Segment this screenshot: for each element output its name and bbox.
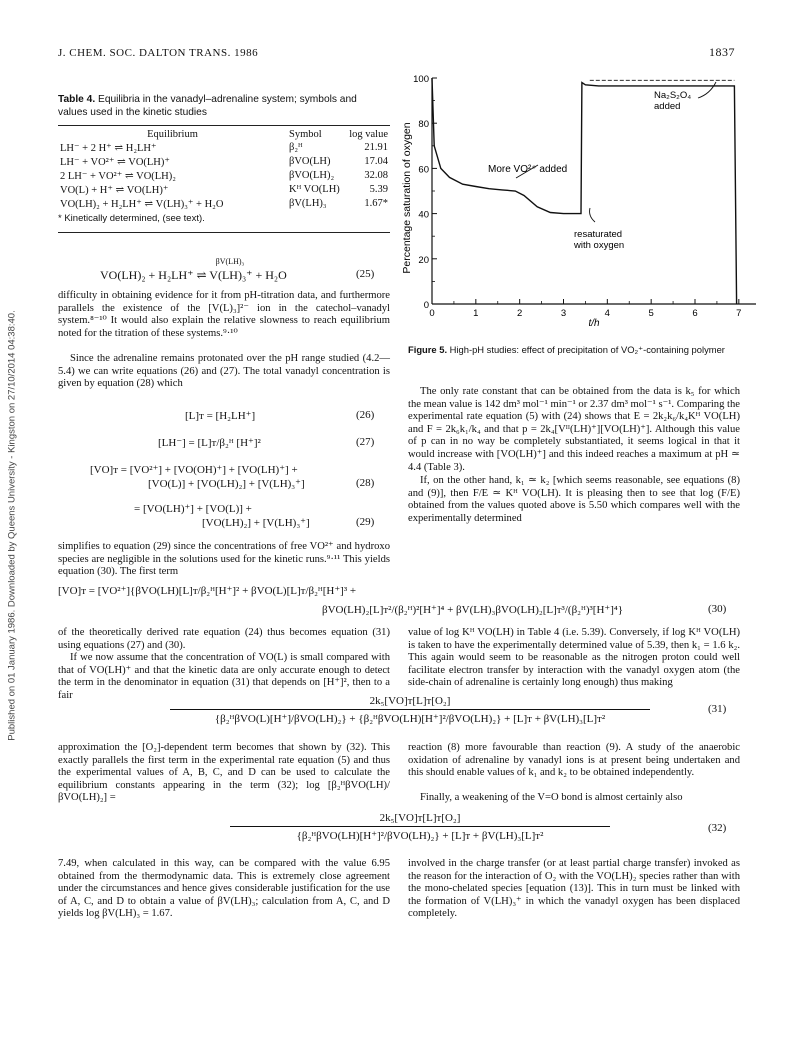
chart-axes xyxy=(432,78,756,304)
numerator: 2k₅[VO]ᴛ[L]ᴛ[O₂] xyxy=(379,812,461,824)
eq-number: (25) xyxy=(356,268,375,280)
eq-number: (26) xyxy=(356,409,375,421)
x-tick-label: 1 xyxy=(473,308,479,319)
table-row: 2 LH⁻ + VO²⁺ ⇌ VO(LH)₂ βVO(LH)₂ 32.08 xyxy=(60,170,388,182)
table-row: LH⁻ + VO²⁺ ⇌ VO(LH)⁺ βVO(LH) 17.04 xyxy=(60,156,388,168)
annotation-arrow xyxy=(590,208,595,222)
table4-caption: Table 4. Equilibria in the vanadyl–adrenaline system; symbols and values used in the kinetic studies xyxy=(58,94,357,118)
x-tick-label: 6 xyxy=(692,308,698,319)
y-tick-label: 20 xyxy=(418,254,429,266)
eq-number: (29) xyxy=(356,516,375,528)
table-row: VO(LH)₂ + H₂LH⁺ ⇌ V(LH)₃⁺ + H₂O βV(LH)₃ 1.67* xyxy=(60,198,388,210)
numerator: 2k₅[VO]ᴛ[L]ᴛ[O₂] xyxy=(369,695,451,707)
table-rule-top xyxy=(58,125,390,126)
x-tick-label: 7 xyxy=(736,308,742,319)
equation-29-line1: = [VO(LH)⁺] + [VO(L)] + xyxy=(134,503,252,515)
figure5-caption: Figure 5. High-pH studies: effect of precipitation of VO₂⁺-containing polymer xyxy=(408,344,725,355)
paragraph: 7.49, when calculated in this way, can be compared with the value 6.95 obtained from the thermodynamic data. This is extremely close agreement under the circumstances and hence gives considerable justification for the use of A, C, and D to obtain a value of βV(LH)₃; calculation from A, C, and D yields log βV(LH)₃ = 1.67. xyxy=(58,858,390,920)
paragraph: difficulty in obtaining evidence for it from pH-titration data, and furthermore parallels the existence of the [V(L)₃]²⁻ ion in the catechol–vanadyl system.⁸⁻¹⁰ It would also explain the relative slowness to reach equilibrium noted for the titration of these systems.⁹·¹⁰ xyxy=(58,290,390,339)
table-row: VO(L) + H⁺ ⇌ VO(LH)⁺ Kᴴ VO(LH) 5.39 xyxy=(60,184,388,196)
y-axis-label: Percentage saturation of oxygen xyxy=(401,122,413,274)
paragraph: simplifies to equation (29) since the concentrations of free VO²⁺ and hydroxo species are negligible in the solutions used for the kinetic runs.⁹·¹¹ This yields equation (30). The first term xyxy=(58,541,390,578)
col-header: log value xyxy=(349,129,388,140)
eq25-arrow-label: βV(LH)₃ xyxy=(215,257,245,266)
paragraph: The only rate constant that can be obtained from the data is k₅ for which the mean value is 142 dm³ mol⁻¹ min⁻¹ or 2.37 dm³ mol⁻¹ s⁻¹. Comparing the experimental rate equation (5) with (24) shows that E = 2k₂k₆/k₄Kᴴ VO(LH) and F = 2k₆k₁/k₄ and that p = 2k₄[Vᴵᴵ(LH)⁺][VO(LH)⁺]. Although this value of p can in no way be completely substantiated, it seems logical in that it would increase with [VO(LH)⁺] and this indeed reaches a maximum at pH ≃ 4.4 (Table 3). xyxy=(408,386,740,473)
series-line-oxygen xyxy=(432,78,737,304)
x-tick-label: 0 xyxy=(429,308,435,319)
equation-30-line1: [VO]ᴛ = [VO²⁺]{βVO(LH)[L]ᴛ/β₂ᴴ[H⁺]² + βVO(L)[L]ᴛ/β₂ᴴ[H⁺]³ + xyxy=(58,585,357,597)
x-tick-label: 3 xyxy=(560,308,567,319)
y-tick-label: 40 xyxy=(418,209,429,221)
paragraph: value of log Kᴴ VO(LH) in Table 4 (i.e. 5.39). Conversely, if log Kᴴ VO(LH) is taken to have the experimentally determined value of 5.39, then k₁ = 1.6 k₂. This again would seem to be reasonable as the nitrogen proton could well facilitate electron transfer by interaction with the vanadyl oxygen atom (the side-chain of adrenaline is certainly long enough) thus making xyxy=(408,627,740,689)
y-tick-label: 80 xyxy=(418,119,429,131)
annotation-resaturated-text: resaturated xyxy=(574,229,623,240)
paragraph: Since the adrenaline remains protonated over the pH range studied (4.2—5.4) we can write equations (26) and (27). The total vanadyl concentration is given by equation (28) which xyxy=(58,353,390,390)
annotation-na2s2o4 xyxy=(654,90,691,112)
equation-28-line2: [VO(L)] + [VO(LH)₂] + [V(LH)₃⁺] xyxy=(148,478,305,490)
paragraph: reaction (8) more favourable than reaction (9). A study of the anaerobic oxidation of adrenaline by vanadyl ions is at present being undertaken and this should enable values of k₁ and k₂ to be obtained independently. xyxy=(408,742,740,779)
eq-number: (32) xyxy=(708,822,727,834)
table4 xyxy=(58,128,390,211)
col-header: Equilibrium xyxy=(147,129,198,140)
y-tick-label: 0 xyxy=(423,300,429,311)
download-notice: Published on 01 January 1986. Downloaded by Queens University - Kingston on 27/10/2014 04:38:40. xyxy=(6,310,18,741)
annotation-resaturated-text-line2: with oxygen xyxy=(574,240,625,251)
x-tick-label: 5 xyxy=(648,308,654,319)
annotation-resaturated xyxy=(573,229,625,251)
eq-number: (30) xyxy=(708,603,727,615)
x-tick-label: 2 xyxy=(517,308,523,319)
equation-27: [LH⁻] = [L]ᴛ/β₂ᴴ [H⁺]² xyxy=(158,437,261,449)
fraction-bar xyxy=(230,826,610,827)
fraction-bar xyxy=(170,709,650,710)
paragraph: of the theoretically derived rate equation (24) thus becomes equation (31) using equations (27) and (30). xyxy=(58,627,390,651)
table-row: LH⁻ + 2 H⁺ ⇌ H₂LH⁺ β₂ᴴ 21.91 xyxy=(60,142,388,154)
paragraph: Finally, a weakening of the V=O bond is almost certainly also xyxy=(420,792,683,803)
paragraph: involved in the charge transfer (or at least partial charge transfer) invoked as the reason for the interaction of O₂ with the VO(LH)₂ species rather than with the mono-chelated species [equation (13)]. This in turn must be linked with the formation of V(LH)₃⁺ in which the vanadyl oxygen has been displaced completely. xyxy=(408,858,740,920)
x-axis-label: t/h xyxy=(588,318,600,329)
equation-26: [L]ᴛ = [H₂LH⁺] xyxy=(185,410,256,422)
eq-number: (27) xyxy=(356,436,375,448)
x-tick-label: 4 xyxy=(604,308,610,319)
annotation-na2s2o4-line2: added xyxy=(654,101,681,112)
col-header: Symbol xyxy=(289,129,322,140)
eq-number: (31) xyxy=(708,703,727,715)
paragraph: approximation the [O₂]-dependent term becomes that shown by (32). This exactly parallels the first term in the experimental rate equation (5) and thus the experimental values of A, B, C, and D can be used to calculate the equilibrium constants appearing in the term (32); log [β₂ᴴβVO(LH)/βVO(LH)₂] = xyxy=(58,742,390,804)
paragraph: If we now assume that the concentration of VO(L) is small compared with that of VO(LH)⁺ and that the kinetic data are only accurate enough to detect the term in the denominator in equation (31) that depends on [H⁺]², then to a fair xyxy=(58,652,390,701)
table-rule-bottom xyxy=(58,232,390,233)
denominator: {β₂ᴴβVO(L)[H⁺]/βVO(LH)₂} + {β₂ᴴβVO(LH)[H⁺]²/βVO(LH)₂} + [L]ᴛ + βV(LH)₃[L]ᴛ² xyxy=(214,713,606,725)
journal-header: J. CHEM. SOC. DALTON TRANS. 1986 xyxy=(58,47,259,59)
equation-28-line1: [VO]ᴛ = [VO²⁺] + [VO(OH)⁺] + [VO(LH)⁺] + xyxy=(90,464,298,476)
equation-25: VO(LH)₂ + H₂LH⁺ ⇌ V(LH)₃⁺ + H₂O xyxy=(100,268,287,282)
figure5-chart xyxy=(398,68,760,338)
equation-30-line2: βVO(LH)₂[L]ᴛ²/(β₂ᴴ)²[H⁺]⁴ + βV(LH)₃βVO(LH)₂[L]ᴛ³/(β₂ᴴ)³[H⁺]⁴} xyxy=(322,604,624,616)
y-tick-label: 60 xyxy=(418,164,429,176)
eq-number: (28) xyxy=(356,477,375,489)
denominator: {β₂ᴴβVO(LH)[H⁺]²/βVO(LH)₂} + [L]ᴛ + βV(LH)₃[L]ᴛ² xyxy=(296,830,544,842)
annotation-arrow xyxy=(698,82,716,98)
annotation-na2s2o4-line1: Na₂S₂O₄ xyxy=(654,90,692,101)
paragraph: If, on the other hand, k₁ ≃ k₂ [which seems reasonable, see equations (8) and (9)], then F/E ≃ Kᴴ VO(LH). It is pleasing then to see that log (F/E) obtained from the values quoted above is 5.50 which compares well with the experimentally determined xyxy=(408,475,740,524)
y-tick-label: 100 xyxy=(413,74,429,85)
chart-series xyxy=(432,78,737,304)
chart-ticks xyxy=(413,74,741,319)
annotation-more-vo: More VO²⁺ added xyxy=(488,164,568,175)
equation-32 xyxy=(230,812,610,842)
equation-31 xyxy=(170,695,650,725)
table4-footnote: * Kinetically determined, (see text). xyxy=(58,213,205,224)
equation-29-line2: [VO(LH)₂] + [V(LH)₃⁺] xyxy=(202,517,310,529)
page-number: 1837 xyxy=(709,45,735,59)
